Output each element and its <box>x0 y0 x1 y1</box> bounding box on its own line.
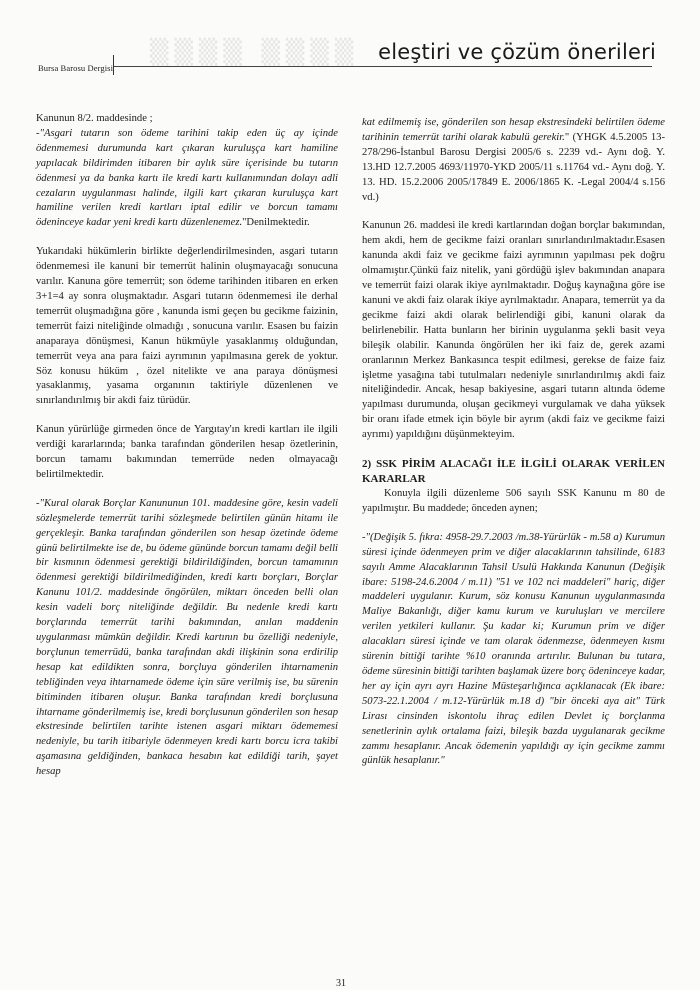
quote-lead: - <box>36 497 40 509</box>
section-heading: 2) SSK PİRİM ALACAĞI İLE İLGİLİ OLARAK VERİLEN KARARLAR <box>362 458 665 486</box>
quote-text: "Asgari tutarın son ödeme tarihini takip eden üç ay içinde ödenmemesi durumunda kart çıkaran kuruluşça kart hamiline yapılacak bildirimden itibaren bir aylık süre içerisinde bu tutarın ödenmesi ya da banka kartı ile kredi kartı kullanımından dolayı adli cezaların uygulanması halinde, ilgili kart çıkaran kuruluşça kart hamiline verilen kredi kartları iptal edilir ve borcun tamamı ödeninceye kadar yeni kredi kartı düzenlenemez. <box>36 127 338 229</box>
right-column <box>362 116 665 769</box>
paragraph-gap <box>36 483 338 497</box>
quoted-paragraph <box>362 116 665 205</box>
quote-text: "Kural olarak Borçlar Kanununun 101. maddesine göre, kesin vadeli sözleşmelerde temerrüt tarihi sözleşmede belirtilen günün hitamı ile gerçekleşir. Banka tarafından gönderilen son hesap özetinde ödeme günü belirtilmekte ise de, bu ödeme gününde borcun tamamı değil belli bir kısmının ödenmesi gerektiği bildirildiğinden, borcun tamamının ödenmesi gerektiği bildirilmediğinden, kredi kartı borçları, Borçlar Kanunu 101/2. maddesinde öngörülen, miktarı önceden belli olan kesin vadeli borç niteliğinde değildir. Bu nedenle kredi kartı borçlarında temerrüt tarihi bakımından, anılan maddenin uygulanması mümkün değildir. Kredi kartının bu özelliği nedeniyle, borçlunun temerrüdü, banka tarafından akdi ilişkinin sona erdirilip hesap kat edildikten sonra, borçluya gönderilen ihtarnamenin tebliğinden veya ihtarnamede ödeme için süre verilmiş ise, bu sürenin bitiminden itibaren oluşur. Banka tarafından kredi borçlusuna ihtarname gönderilmemiş ise, kredi borçlusunun gönderilen son hesap ekstresinde belirtilen tarihte istenen asgari miktarı ödememesi nedeniyle, bu tarih itibariyle ödenmeyen kredi kartı borcu icra takibi aşamasına geldiğinden, bankaca hesabın kat edildiği tarih, şayet hesap <box>36 497 338 778</box>
page-number: 31 <box>336 978 346 989</box>
paragraph: Kanunun 26. maddesi ile kredi kartlarından doğan borçlar bakımından, hem akdi, hem de gecikme faizi oranları sınırlandırılmaktadır.Esasen kanunda akdi faiz ve gecikme faizi ayrımının yapılması pek doğru olmamıştır.Çünkü faiz nitelik, yani gördüğü işlev bakımından anapara ve temerrüt faizi olarak ikiye ayrılmaktadır. Doğuş kaynağına göre ise kanuni ve akdi faiz olarak ikiye ayrılmaktadır. Anapara, temerrüt ya da gecikme faizi akdi olarak belirlendiği gibi, kanuni olarak da belirlenebilir. Hatta bunların her birinin uygulanma şekli basit veya bileşik olabilir. Kanunda öngörülen her iki faiz de, gerek azami oranlarının Merkez Bankasınca tespit edilmesi, gerekse de faize faiz işletme yasağına tabi tutulmaları nedeniyle sınırlandırılmış akdi faiz niteliğindedir. Ancak, hesap bakiyesine, asgari tutarın altında ödeme yapılması durumunda, oluşan gecikmeyi vurgulamak ve daha yüksek bir oranı ifade etmek için böyle bir ayrım (akdi faiz ve gecikme faizi ayrımı) yapıldığını düşünmekteyim. <box>362 220 665 441</box>
quote-tail: "Denilmektedir. <box>242 217 310 229</box>
section-title: eleştiri ve çözüm önerileri <box>372 40 656 64</box>
paragraph: Konuyla ilgili düzenleme 506 sayılı SSK Kanunu m 80 de yapılmıştır. Bu maddede; önceden aynen; <box>362 488 665 514</box>
header-divider-tick <box>113 55 114 75</box>
left-column <box>36 112 338 780</box>
paragraph: Kanun yürürlüğe girmeden önce de Yargıtay'ın kredi kartları ile ilgili verdiği kararlarında; banka tarafından gönderilen hesap özetlerinin, borcun tamamı bakımından temerrüde neden olmayacağı belirtilmektedir. <box>36 424 338 480</box>
header-watermark: ▒▒▒▒ ▒▒▒▒ <box>150 38 360 66</box>
quote-lead: - <box>36 127 40 139</box>
paragraph-gap <box>362 443 665 457</box>
quote-tail: " (YHGK 4.5.2005 13-278/296-İstanbul Barosu Dergisi 2005/6 s. 2239 vd.- Aynı doğ. Y. 13.HD 12.7.2005 4693/11970-YKD 2005/11 s.11764 vd.- Aynı doğ. Y. 13. HD. 15.2.2006 2005/17849 E. 2006/1865 K. -Legal 2004/4 s.156 vd.) <box>362 131 665 203</box>
quoted-paragraph <box>36 497 338 780</box>
quoted-paragraph <box>362 531 665 770</box>
paragraph: Yukarıdaki hükümlerin birlikte değerlendirilmesinden, asgari tutarın ödenmemesi ile kanuni bir temerrüt halinin oluşmayacağı sonucuna varılır. Kanuna göre temerrüt; son ödeme tarihinden itibaren en erken 3+1=4 ay sonra oluşmaktadır. Asgari tutarın ödenmemesi ile derhal temerrüt oluşmadığına göre , kanunda ismi geçen bu gecikme faizinin, temerrüt faizi niteliğinde olmadığı , sonucuna varılır. Esasen bu faizin anaparaya dönüşmesi, Kanun hükmüyle yasaklanmış olduğundan, temerrüt veya ana para faizi ayrımının yapılmasına gerek de yoktur. Söz konusu hüküm , özel nitelikte ve ana paraya dönüşmesi yasaklanmış, yasama organının taktiriyle düzenlenen ve sınırlandırılmış bir akdi faiz türüdür. <box>36 246 338 407</box>
paragraph-gap <box>362 205 665 219</box>
header-rule <box>114 66 652 67</box>
paragraph-gap <box>36 231 338 245</box>
quote-text: kat edilmemiş ise, gönderilen son hesap ekstresindeki belirtilen ödeme tarihinin temerrüt tarihi olarak kabulü gerekir. <box>362 117 665 143</box>
quoted-paragraph <box>36 127 338 231</box>
quote-text: "(Değişik 5. fıkra: 4958-29.7.2003 /m.38-Yürürlük - m.58 a) Kurumun süresi içinde ödenmeyen prim ve diğer alacaklarının tahsilinde, 6183 sayılı Amme Alacaklarının Tahsil Usulü Hakkında Kanunun (Değişik ibare: 5198-24.6.2004 / m.11) "51 ve 102 nci maddeleri" hariç, diğer maddeleri uygulanır. Kurum, söz konusu Kanunun uygulanmasında Maliye Bakanlığı, diğer kamu kurum ve kuruluşları ve mercilere verilen yetkileri kullanır. Şu kadar ki; Kurumun prim ve diğer alacakları süresi içinde ve tam olarak ödenmezse, ödenmeyen kısmı sürenin bittiği tarihte %10 oranında artırılır. Bulunan bu tutara, ödeme süresinin bittiği tarihten başlamak üzere borç ödeninceye kadar, her ay için ayrı ayrı Hazine Müsteşarlığınca açıklanacak (Ek ibare: 5073-22.1.2004 / m.12-Yürürlük m.18 d) "bir önceki aya ait" Türk Lirası cinsinden iskontolu ihraç edilen Devlet iç borçlanma senetlerinin aylık ortalama faizi, bileşik bazda uygulanarak gecikme zammı hesaplanır. Ancak ödemenin yapıldığı ay için gecikme zammı günlük hesaplanır." <box>362 531 665 767</box>
paragraph-gap <box>362 517 665 531</box>
paragraph-gap <box>36 409 338 423</box>
paragraph: Kanunun 8/2. maddesinde ; <box>36 113 153 124</box>
quote-lead: - <box>362 531 366 543</box>
journal-name: Bursa Barosu Dergisi <box>38 63 114 73</box>
